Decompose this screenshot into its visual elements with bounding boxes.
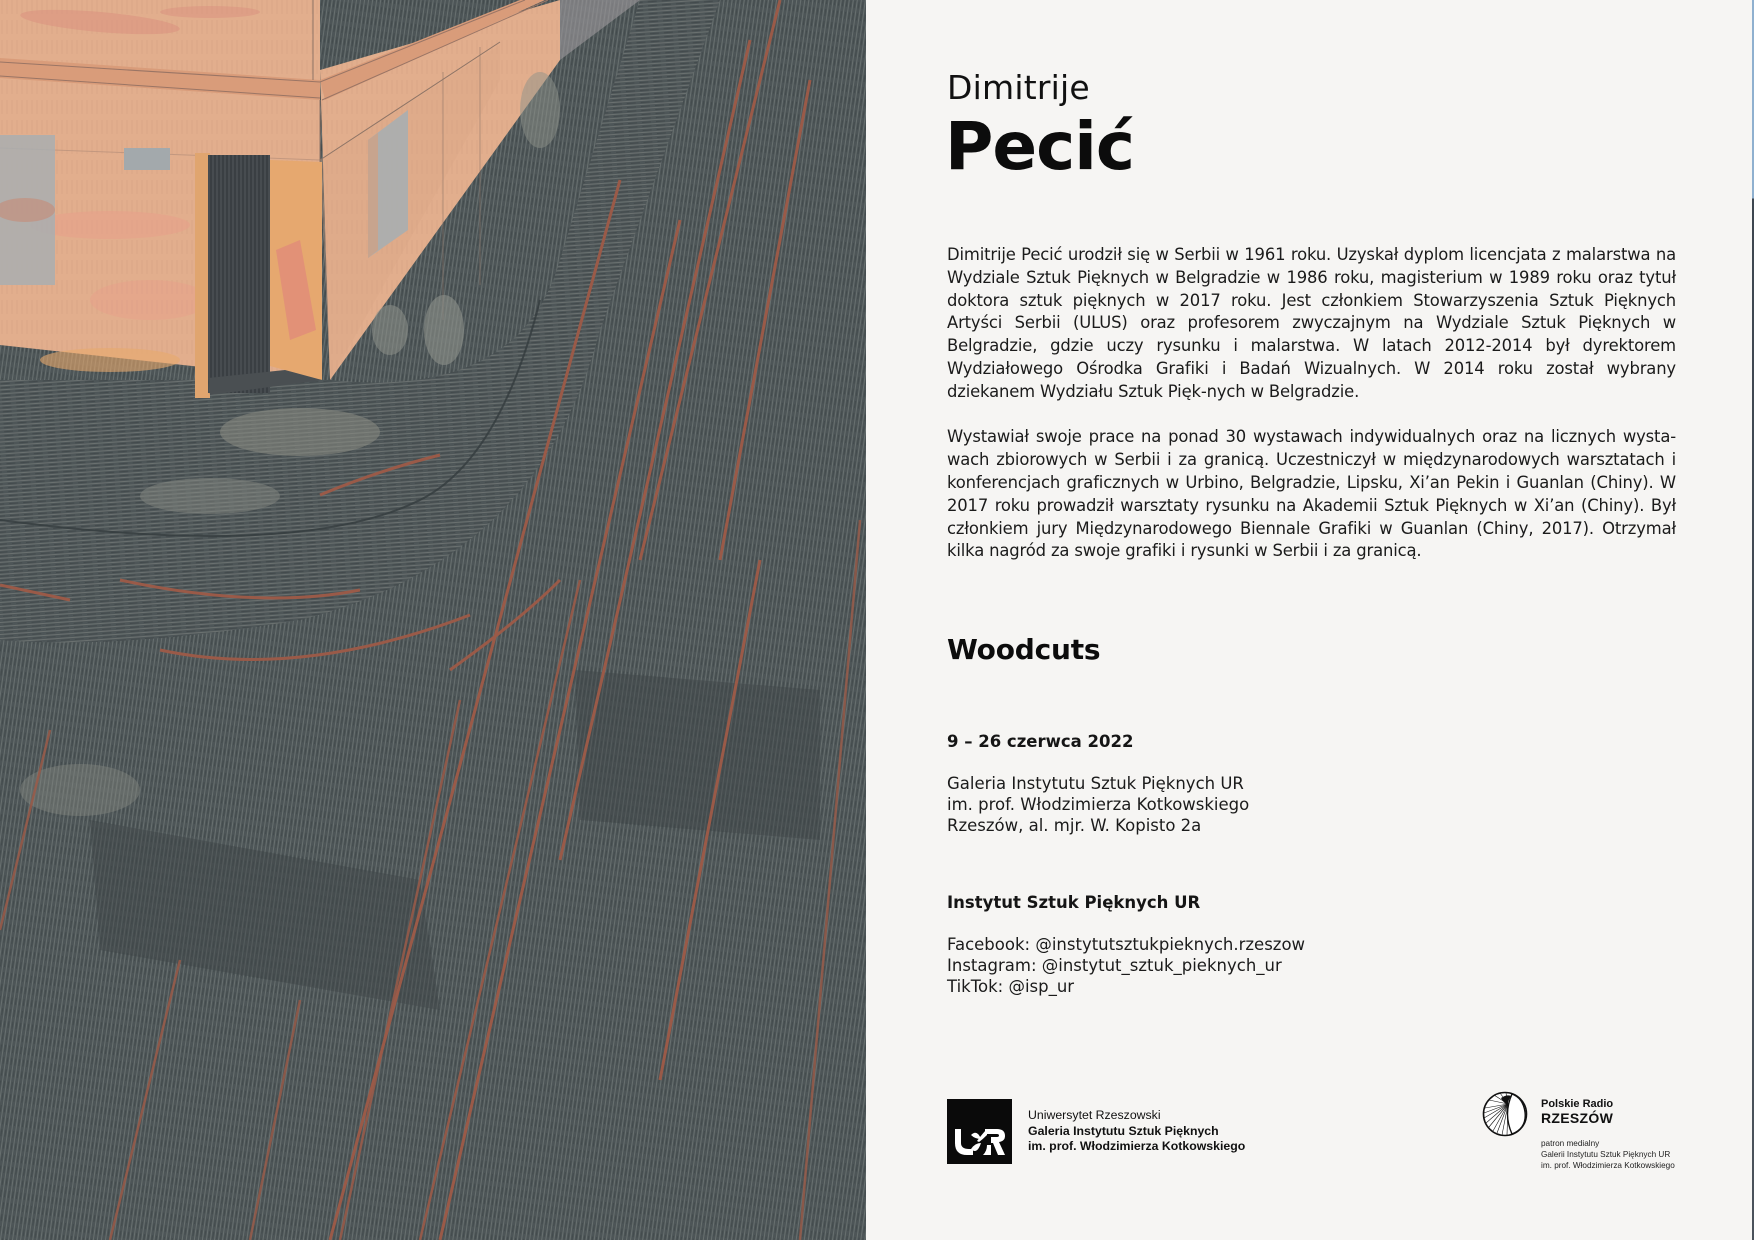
media-patron-text	[1541, 1138, 1675, 1171]
venue-line: Galeria Instytutu Sztuk Pięknych UR	[947, 774, 1244, 793]
patron-line: Galerii Instytutu Sztuk Pięknych UR	[1541, 1150, 1671, 1159]
artist-first-name: Dimitrije	[947, 68, 1090, 107]
institute-name: Instytut Sztuk Pięknych UR	[947, 893, 1201, 912]
exhibition-title: Woodcuts	[947, 633, 1101, 666]
venue-address	[947, 773, 1249, 836]
ur-gallery-patron: im. prof. Włodzimierza Kotkowskiego	[1028, 1139, 1246, 1154]
social-facebook: Facebook: @instytutsztukpieknych.rzeszow	[947, 935, 1306, 954]
text-panel	[947, 0, 1676, 1240]
social-instagram: Instagram: @instytut_sztuk_pieknych_ur	[947, 956, 1282, 975]
social-links	[947, 934, 1305, 997]
venue-line: Rzeszów, al. mjr. W. Kopisto 2a	[947, 816, 1202, 835]
ur-gallery-name: Galeria Instytutu Sztuk Pięknych	[1028, 1123, 1219, 1138]
polskie-radio-city: RZESZÓW	[1541, 1110, 1614, 1126]
artwork-image	[0, 0, 866, 1240]
artist-bio	[947, 244, 1676, 563]
ur-logo-icon	[947, 1099, 1012, 1164]
exhibition-dates: 9 – 26 czerwca 2022	[947, 732, 1134, 751]
woodcut-illustration	[0, 0, 866, 1240]
patron-line: patron medialny	[1541, 1139, 1600, 1148]
patron-line: im. prof. Włodzimierza Kotkowskiego	[1541, 1161, 1675, 1170]
artist-last-name: Pecić	[945, 108, 1135, 185]
polskie-radio-logo-icon	[1481, 1090, 1529, 1138]
social-tiktok: TikTok: @isp_ur	[947, 977, 1075, 996]
polskie-radio-title: Polskie Radio	[1541, 1098, 1614, 1110]
polskie-radio-name	[1541, 1098, 1613, 1126]
bio-paragraph-1: Dimitrije Pecić urodził się w Serbii w 1961 roku. Uzyskał dyplom licencjata z malarstwa na Wydziale Sztuk Pięknych w Belgradzie w 1986 roku, magisterium w 1989 roku oraz tytuł doktora sztuk pięknych w 2017 roku. Jest członkiem Stowarzyszenia Sztuk Pięknych Artyści Serbii (ULUS) oraz profesorem zwyczajnym na Wydziale Sztuk Pięknych w Belgradzie, gdzie uczy rysunku i malarstwa. W latach 2012-2014 był dyrektorem Wydziałowego Ośrodka Grafiki i Badań Wizualnych. W 2014 roku został wybrany dziekanem Wydziału Sztuk Pięk-nych w Belgradzie.	[947, 245, 1676, 401]
ur-university-name: Uniwersytet Rzeszowski	[1028, 1108, 1161, 1123]
ur-logo	[947, 1099, 1245, 1164]
ur-logo-text	[1028, 1108, 1245, 1155]
bio-paragraph-2: Wystawiał swoje prace na ponad 30 wystawach indywidualnych oraz na licznych wysta-wach zbiorowych w Serbii i za granicą. Uczestniczył w międzynarodowych warsztatach i konferencjach graficznych w Urbino, Belgradzie, Lipsku, Xi’an Pekin i Guanlan (Chiny). W 2017 roku prowadził warsztaty rysunku na Akademii Sztuk Pięknych w Xi’an (Chiny). Był członkiem jury Międzynarodowego Biennale Grafiki w Guanlan (Chiny, 2017). Otrzymał kilka nagród za swoje grafiki i rysunki w Serbii i za granicą.	[947, 427, 1676, 561]
venue-line: im. prof. Włodzimierza Kotkowskiego	[947, 795, 1250, 814]
